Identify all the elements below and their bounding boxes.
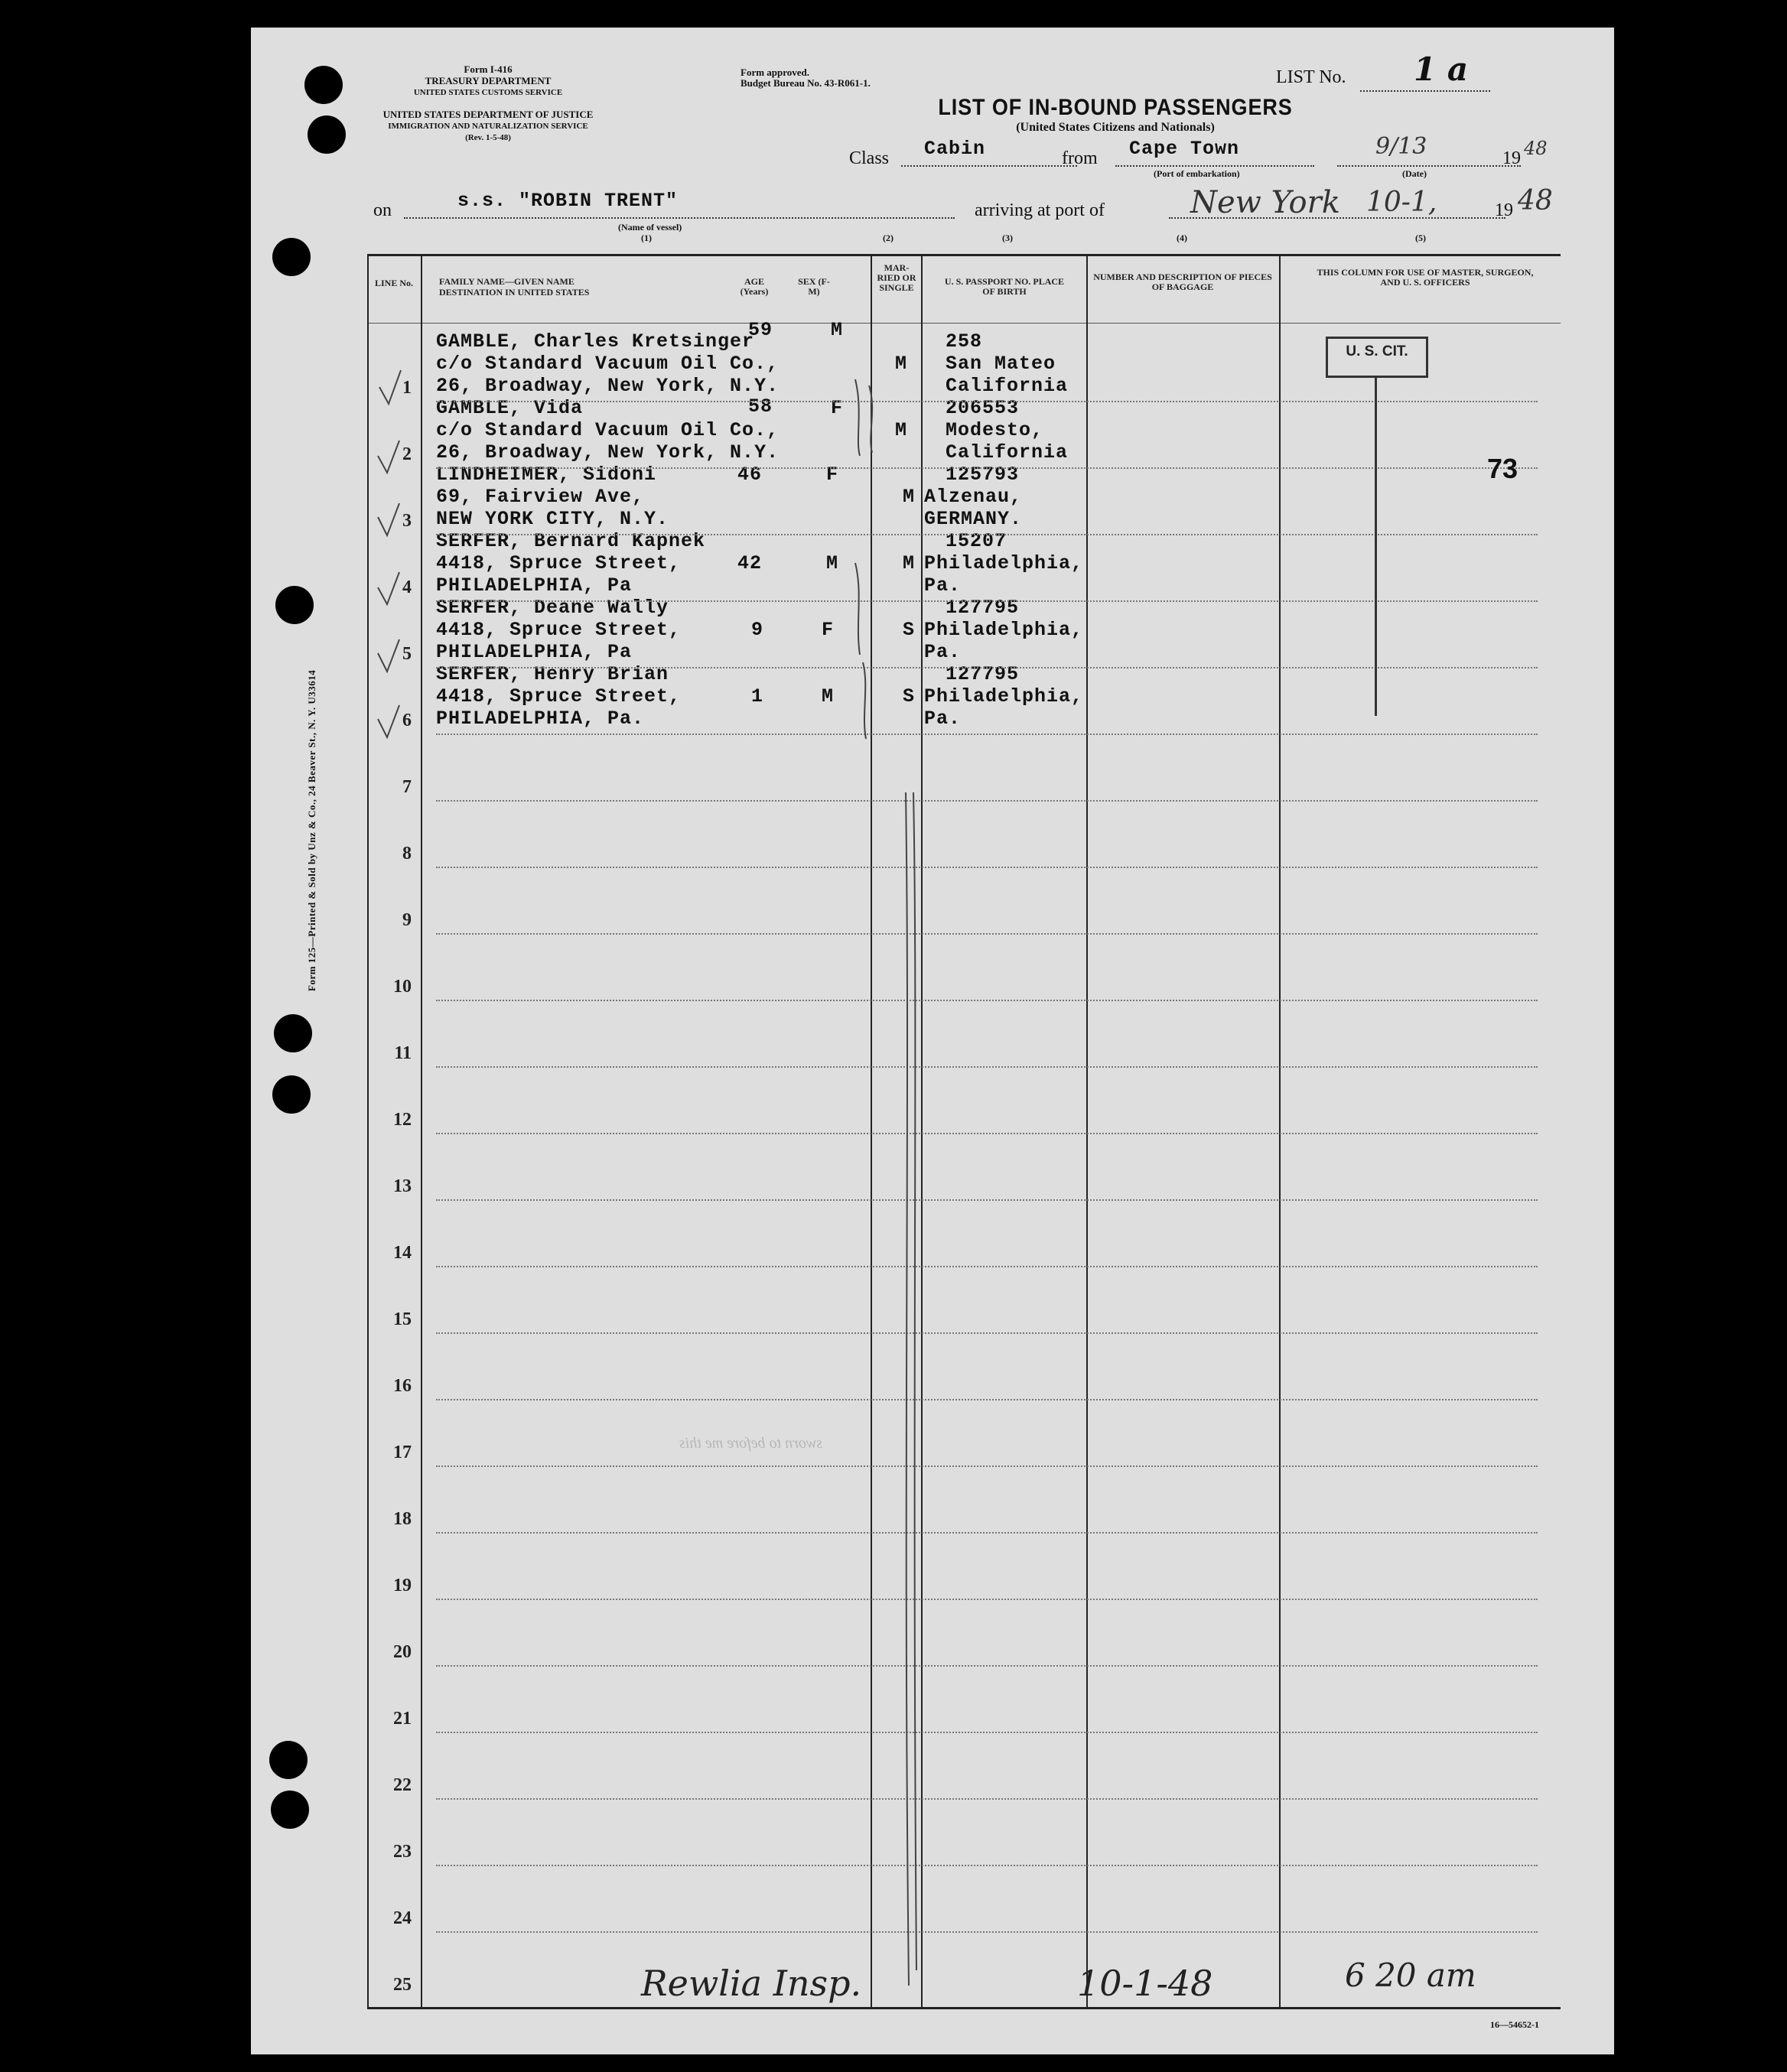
port-value: Cape Town	[1129, 138, 1240, 160]
from-label: from	[1062, 148, 1098, 168]
col-header-name: FAMILY NAME—GIVEN NAME	[439, 276, 575, 287]
line-number: 8	[402, 844, 412, 864]
birth-place-2: California	[946, 441, 1069, 464]
list-no-label: LIST No.	[1276, 67, 1346, 87]
list-no-value: 1 a	[1414, 50, 1469, 88]
line-number: 14	[393, 1243, 412, 1263]
col-header-officers: THIS COLUMN FOR USE OF MASTER, SURGEON, AND U. S. OFFICERS	[1317, 267, 1534, 288]
arrival-year: 48	[1518, 185, 1553, 216]
passenger-address-1: 4418, Spruce Street,	[436, 685, 682, 707]
line-number: 23	[393, 1842, 412, 1862]
line-number: 11	[394, 1043, 412, 1063]
line-number: 19	[393, 1576, 412, 1595]
col-num-5: (5)	[1415, 233, 1426, 243]
line-number: 12	[393, 1110, 412, 1130]
passenger-address-2: 26, Broadway, New York, N.Y.	[436, 441, 780, 464]
passenger-marital-status: S	[903, 685, 916, 707]
col-header-baggage: NUMBER AND DESCRIPTION OF PIECES OF BAGGAGE	[1093, 272, 1272, 292]
line-number: 4	[402, 577, 412, 597]
birth-place-2: Pa.	[924, 707, 962, 730]
birth-place-2: California	[946, 375, 1069, 397]
col-num-3: (3)	[1002, 233, 1013, 243]
passenger-name: SERFER, Bernard Kapnek	[436, 530, 706, 552]
line-number: 25	[393, 1975, 412, 1995]
birth-place-2: Pa.	[924, 641, 962, 663]
passport-number: 258	[946, 330, 983, 353]
vessel-caption: (Name of vessel)	[618, 222, 682, 233]
birth-place-1: Alzenau,	[924, 486, 1023, 508]
budget-bureau: Budget Bureau No. 43-R061-1.	[741, 77, 871, 89]
birth-place-1: Modesto,	[946, 419, 1044, 441]
col-header-dest: DESTINATION IN UNITED STATES	[439, 287, 590, 298]
arrival-year-prefix: 19	[1495, 200, 1513, 220]
birth-place-1: Philadelphia,	[924, 552, 1084, 574]
date-caption: (Date)	[1402, 168, 1427, 179]
passenger-age: 46	[737, 464, 763, 486]
passenger-sex: F	[831, 397, 844, 419]
passenger-address-1: 69, Fairview Ave,	[436, 486, 645, 508]
passenger-marital-status: M	[895, 353, 908, 375]
col-header-married: MAR-RIED OR SINGLE	[877, 262, 916, 293]
line-number: 9	[402, 910, 412, 930]
passport-number: 127795	[946, 597, 1020, 619]
bleed-through-text: sworn to before me this	[679, 1435, 823, 1452]
form-approved: Form approved.	[741, 67, 810, 78]
line-number: 21	[393, 1709, 412, 1729]
passenger-name: GAMBLE, Charles Kretsinger	[436, 330, 755, 353]
inspection-time: 6 20 am	[1345, 1957, 1476, 1994]
passenger-address-2: NEW YORK CITY, N.Y.	[436, 508, 669, 530]
passenger-name: LINDHEIMER, Sidoni	[436, 464, 657, 486]
arriving-label: arriving at port of	[975, 200, 1105, 220]
passenger-address-2: PHILADELPHIA, Pa	[436, 574, 633, 597]
line-number: 20	[393, 1642, 412, 1662]
line-number: 2	[402, 444, 412, 464]
justice-dept: UNITED STATES DEPARTMENT OF JUSTICE	[382, 109, 594, 120]
date-value: 9/13	[1375, 133, 1427, 160]
on-label: on	[373, 200, 392, 220]
page-subtitle: (United States Citizens and Nationals)	[1016, 121, 1215, 134]
class-label: Class	[849, 148, 890, 168]
passenger-age: 1	[751, 685, 764, 707]
passenger-count: 73	[1487, 453, 1518, 484]
passenger-address-1: 4418, Spruce Street,	[436, 552, 682, 574]
passenger-address-2: PHILADELPHIA, Pa	[436, 641, 633, 663]
col-num-1: (1)	[641, 233, 652, 243]
passenger-manifest-sheet	[251, 28, 1614, 2054]
page-title: LIST OF IN-BOUND PASSENGERS	[938, 95, 1293, 120]
us-citizen-stamp-text: U. S. CIT.	[1346, 343, 1408, 359]
passport-number: 206553	[946, 397, 1020, 419]
passenger-sex: M	[822, 685, 835, 707]
passport-number: 125793	[946, 464, 1020, 486]
line-number: 10	[393, 977, 412, 997]
inspector-signature: Rewlia Insp.	[641, 1963, 862, 2004]
birth-place-2: GERMANY.	[924, 508, 1023, 530]
passenger-age: 42	[737, 552, 763, 574]
class-value: Cabin	[924, 138, 986, 160]
treasury-dept: TREASURY DEPARTMENT	[425, 75, 552, 86]
passenger-marital-status: M	[895, 419, 908, 441]
col-header-sex: SEX (F-M)	[798, 276, 830, 297]
side-print: Form 125—Printed & Sold by Unz & Co., 24 Beaver St., N. Y. U33614	[306, 669, 317, 991]
passenger-age: 9	[751, 619, 764, 641]
line-number: 16	[393, 1376, 412, 1396]
birth-place-2: Pa.	[924, 574, 962, 597]
customs-service: UNITED STATES CUSTOMS SERVICE	[413, 88, 563, 97]
passenger-name: SERFER, Deane Wally	[436, 597, 669, 619]
port-caption: (Port of embarkation)	[1154, 168, 1240, 179]
ins-service: IMMIGRATION AND NATURALIZATION SERVICE	[388, 122, 588, 131]
line-number: 5	[402, 644, 412, 664]
passenger-sex: M	[831, 319, 844, 341]
col-header-line: LINE No.	[374, 278, 413, 288]
col-header-age: AGE (Years)	[740, 276, 769, 297]
line-number: 24	[393, 1908, 412, 1928]
footer-code: 16—54652-1	[1490, 2019, 1539, 2030]
arrival-port: New York	[1190, 185, 1340, 220]
passenger-name: SERFER, Henry Brian	[436, 663, 669, 685]
arrival-date: 10-1,	[1366, 187, 1437, 218]
passport-number: 15207	[946, 530, 1007, 552]
passenger-age: 59	[748, 319, 773, 341]
year-value: 48	[1524, 138, 1548, 159]
handwritten-check-marks	[251, 28, 1614, 2054]
passenger-address-2: PHILADELPHIA, Pa.	[436, 707, 645, 730]
col-header-passport: U. S. PASSPORT NO. PLACE OF BIRTH	[944, 276, 1065, 297]
passenger-marital-status: M	[903, 552, 916, 574]
line-number: 17	[393, 1443, 412, 1462]
birth-place-1: Philadelphia,	[924, 685, 1084, 707]
passport-number: 127795	[946, 663, 1020, 685]
passenger-marital-status: M	[903, 486, 916, 508]
line-number: 1	[402, 378, 412, 398]
passenger-address-1: 4418, Spruce Street,	[436, 619, 682, 641]
passenger-marital-status: S	[903, 619, 916, 641]
col-num-4: (4)	[1177, 233, 1187, 243]
line-number: 22	[393, 1775, 412, 1795]
year-prefix: 19	[1502, 148, 1521, 168]
revision: (Rev. 1-5-48)	[465, 133, 511, 142]
col-num-2: (2)	[883, 233, 894, 243]
passenger-sex: F	[826, 464, 839, 486]
passenger-sex: M	[826, 552, 839, 574]
passenger-address-1: c/o Standard Vacuum Oil Co.,	[436, 353, 780, 375]
line-number: 3	[402, 511, 412, 531]
vessel-name: s.s. "ROBIN TRENT"	[457, 190, 679, 212]
line-number: 7	[402, 777, 412, 797]
passenger-sex: F	[822, 619, 835, 641]
passenger-address-1: c/o Standard Vacuum Oil Co.,	[436, 419, 780, 441]
birth-place-1: Philadelphia,	[924, 619, 1084, 641]
birth-place-1: San Mateo	[946, 353, 1056, 375]
line-number: 15	[393, 1309, 412, 1329]
inspection-date: 10-1-48	[1077, 1963, 1213, 2004]
passenger-name: GAMBLE, Vida	[436, 397, 584, 419]
passenger-age: 58	[748, 395, 773, 418]
line-number: 13	[393, 1176, 412, 1196]
form-number: Form I-416	[464, 63, 513, 75]
passenger-address-2: 26, Broadway, New York, N.Y.	[436, 375, 780, 397]
line-number: 6	[402, 711, 412, 730]
line-number: 18	[393, 1509, 412, 1529]
